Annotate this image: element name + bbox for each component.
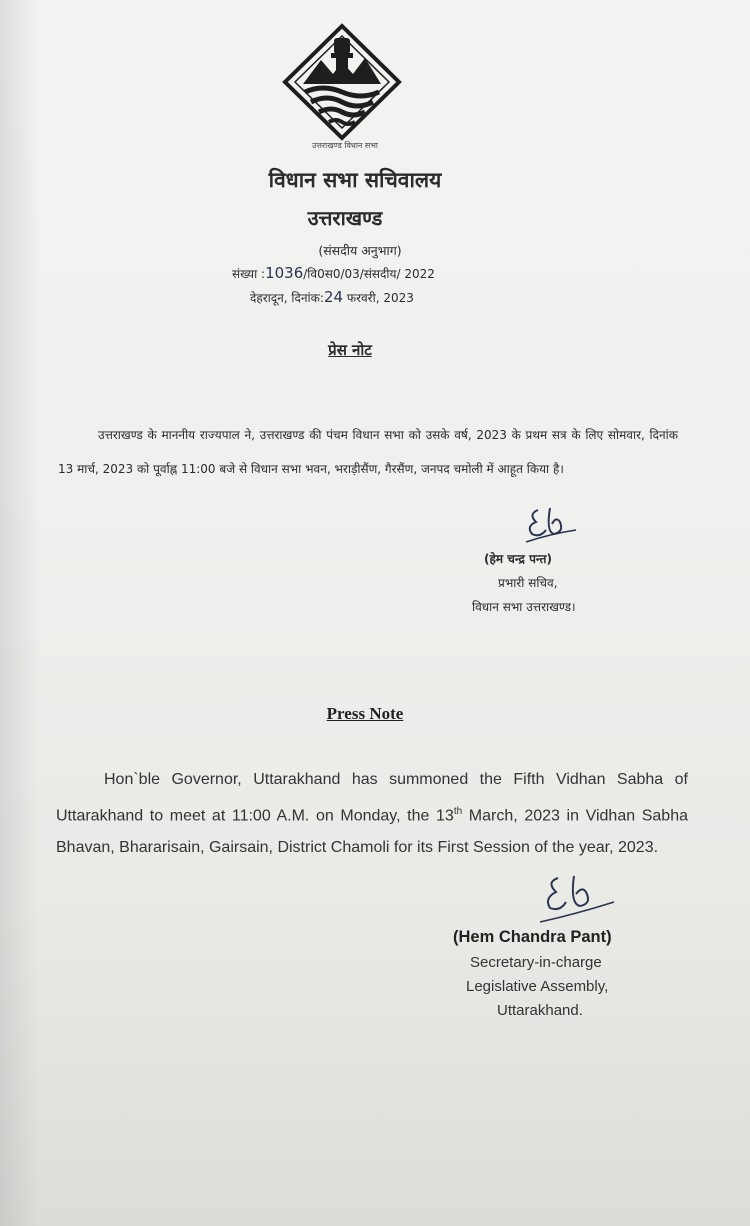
date-suffix: फरवरी, 2023 bbox=[343, 291, 414, 305]
office-title: विधान सभा सचिवालय bbox=[268, 168, 442, 192]
signatory-state-english: Uttarakhand. bbox=[497, 1002, 583, 1019]
signatory-org-english: Legislative Assembly, bbox=[466, 978, 609, 995]
date-day-handwritten: 24 bbox=[323, 288, 344, 306]
issue-date bbox=[250, 288, 480, 306]
page-shadow bbox=[0, 0, 40, 1226]
signatory-name-english: (Hem Chandra Pant) bbox=[453, 928, 612, 946]
signatory-designation-english: Secretary-in-charge bbox=[470, 954, 602, 971]
signatory-designation-hindi: प्रभारी सचिव, bbox=[498, 576, 558, 590]
press-note-heading-english: Press Note bbox=[326, 704, 404, 723]
emblem-caption: उत्तराखण्ड विधान सभा bbox=[311, 141, 379, 150]
ref-number-handwritten: 1036 bbox=[265, 264, 304, 282]
press-note-body-english bbox=[56, 764, 688, 864]
signature-hindi-icon bbox=[520, 504, 580, 552]
body-part-1: Hon`ble Governor, Uttarakhand has summoned the Fifth Vidhan Sabha of Uttarakhand to meet at 11:00 A.M. on Monday, the 13 bbox=[56, 771, 688, 825]
uttarakhand-vidhan-sabha-emblem-icon bbox=[281, 22, 403, 142]
reference-number bbox=[232, 264, 492, 282]
state-title: उत्तराखण्ड bbox=[307, 206, 383, 230]
signature-english-icon bbox=[536, 870, 616, 928]
signatory-name-hindi: (हेम चन्द्र पन्त) bbox=[484, 552, 552, 566]
press-note-heading-hindi: प्रेस नोट bbox=[328, 341, 372, 359]
body-superscript: th bbox=[453, 806, 463, 817]
ref-prefix: संख्या : bbox=[232, 267, 266, 281]
section-name: (संसदीय अनुभाग) bbox=[318, 243, 402, 258]
signatory-org-hindi: विधान सभा उत्तराखण्ड। bbox=[472, 600, 576, 614]
date-prefix: देहरादून, दिनांक: bbox=[250, 291, 324, 305]
press-note-body-hindi: उत्तराखण्ड के माननीय राज्यपाल ने, उत्तराखण्ड की पंचम विधान सभा को उसके वर्ष, 2023 के प्रथम सत्र के लिए सोमवार, दिनांक 13 मार्च, 2023 को पूर्वाह्न 11:00 बजे से विधान सभा भवन, भराड़ीसैंण, गैरसैंण, जनपद चमोली में आहूत किया है। bbox=[58, 428, 678, 476]
ref-suffix: /वि0स0/03/संसदीय/ 2022 bbox=[303, 267, 435, 281]
body-part-2: March, 2023 in Vidhan Sabha Bhavan, Bhararisain, Gairsain, District Chamoli for its First Session of the year, 2023. bbox=[56, 807, 689, 857]
